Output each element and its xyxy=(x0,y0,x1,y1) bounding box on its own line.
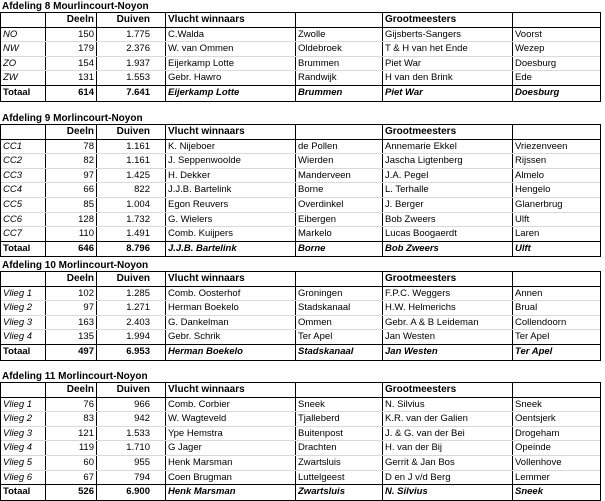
grootmeester-name: Piet War xyxy=(385,57,422,69)
section-afdeling xyxy=(0,0,605,102)
row-label: Vlieg 6 xyxy=(3,471,33,483)
grootmeester-place: Laren xyxy=(515,228,540,240)
total-vlucht-winnaar-place: Stadskanaal xyxy=(298,346,354,357)
grootmeester-place: Collendoorn xyxy=(515,316,567,328)
total-duiven: 6.900 xyxy=(126,486,150,498)
header-duiven: Duiven xyxy=(116,14,150,25)
total-vlucht-winnaar-place: Brummen xyxy=(298,87,343,98)
header-row xyxy=(1,125,600,139)
duiven-value: 1.425 xyxy=(126,169,150,181)
table-row xyxy=(1,42,600,56)
grootmeester-place: Vriezenveen xyxy=(515,140,568,152)
table-row xyxy=(1,71,600,85)
section-table xyxy=(0,12,601,102)
deelnemers-value: 121 xyxy=(78,427,94,439)
duiven-value: 1.271 xyxy=(126,302,150,314)
grootmeester-place: Vollenhove xyxy=(515,457,562,468)
row-label: ZO xyxy=(3,57,17,69)
row-label: Vlieg 3 xyxy=(3,427,33,439)
grootmeester-name: K.R. van der Galien xyxy=(385,413,468,425)
header-row xyxy=(1,13,600,27)
header-grootmeesters: Grootmeesters xyxy=(385,126,457,137)
header-duiven: Duiven xyxy=(116,273,150,284)
vlucht-winnaar-name: Herman Boekelo xyxy=(168,302,239,314)
duiven-value: 794 xyxy=(134,471,150,483)
deelnemers-value: 78 xyxy=(83,140,94,152)
duiven-value: 822 xyxy=(134,184,150,196)
table-row xyxy=(1,213,600,227)
vlucht-winnaar-place: Markelo xyxy=(298,228,332,240)
duiven-value: 942 xyxy=(134,413,150,425)
duiven-value: 1.285 xyxy=(126,287,150,299)
table-row xyxy=(1,154,600,168)
total-label: Totaal xyxy=(3,486,31,498)
grootmeester-name: Bob Zweers xyxy=(385,213,436,225)
row-label: NW xyxy=(3,43,19,55)
vlucht-winnaar-name: Gebr. Schrik xyxy=(168,331,221,343)
header-duiven: Duiven xyxy=(116,384,150,395)
total-vlucht-winnaar-place: Borne xyxy=(298,242,326,254)
grootmeester-name: Jan Westen xyxy=(385,331,435,343)
table-row xyxy=(1,398,600,412)
vlucht-winnaar-name: Comb. Corbier xyxy=(168,398,230,410)
vlucht-winnaar-name: Egon Reuvers xyxy=(168,199,229,210)
deelnemers-value: 66 xyxy=(83,184,94,196)
deelnemers-value: 85 xyxy=(83,199,94,210)
grootmeester-name: Gebr. A & B Leideman xyxy=(385,316,479,328)
deelnemers-value: 82 xyxy=(83,155,94,167)
total-grootmeester-place: Doesburg xyxy=(515,87,560,98)
table-row xyxy=(1,28,600,42)
vlucht-winnaar-name: W. van Ommen xyxy=(168,43,234,55)
vlucht-winnaar-place: Borne xyxy=(298,184,324,196)
vlucht-winnaar-place: Zwolle xyxy=(298,28,326,40)
vlucht-winnaar-name: J. Seppenwoolde xyxy=(168,155,241,167)
grootmeester-name: Lucas Boogaerdt xyxy=(385,228,457,240)
vlucht-winnaar-name: J.J.B. Bartelink xyxy=(168,184,232,196)
header-grootmeesters: Grootmeesters xyxy=(385,14,457,25)
deelnemers-value: 163 xyxy=(78,316,94,328)
grootmeester-place: Voorst xyxy=(515,28,542,40)
deelnemers-value: 179 xyxy=(78,43,94,55)
section-title: Afdeling 11 Morlincourt-Noyon xyxy=(2,371,148,382)
grootmeester-place: Lemmer xyxy=(515,471,550,483)
row-label: CC6 xyxy=(3,213,23,225)
row-label: CC5 xyxy=(3,199,23,210)
total-duiven: 6.953 xyxy=(126,346,150,357)
grootmeester-name: L. Terhalle xyxy=(385,184,429,196)
duiven-value: 1.994 xyxy=(126,331,150,343)
total-grootmeester-name: Piet War xyxy=(385,87,423,98)
table-row xyxy=(1,287,600,301)
duiven-value: 1.161 xyxy=(126,140,150,152)
total-row xyxy=(1,242,600,256)
deelnemers-value: 97 xyxy=(83,302,94,314)
row-label: Vlieg 5 xyxy=(3,457,33,468)
vlucht-winnaar-place: Zwartsluis xyxy=(298,457,341,468)
row-label: CC3 xyxy=(3,169,23,181)
total-duiven: 7.641 xyxy=(126,87,150,98)
deelnemers-value: 128 xyxy=(78,213,94,225)
table-row xyxy=(1,441,600,455)
header-row xyxy=(1,383,600,397)
vlucht-winnaar-name: Comb. Oosterhof xyxy=(168,287,241,299)
row-label: Vlieg 2 xyxy=(3,413,33,425)
grootmeester-place: Ede xyxy=(515,72,532,84)
total-vlucht-winnaar-name: Herman Boekelo xyxy=(168,346,243,357)
grootmeester-name: H.W. Helmerichs xyxy=(385,302,456,314)
table-row xyxy=(1,183,600,197)
vlucht-winnaar-place: Randwijk xyxy=(298,72,337,84)
deelnemers-value: 119 xyxy=(78,442,94,454)
grootmeester-name: J.A. Pegel xyxy=(385,169,429,181)
vlucht-winnaar-place: Ter Apel xyxy=(298,331,333,343)
vlucht-winnaar-name: G Jager xyxy=(168,442,202,454)
grootmeester-name: J. & G. van der Bei xyxy=(385,427,465,439)
grootmeester-name: H van den Brink xyxy=(385,72,453,84)
vlucht-winnaar-place: Wierden xyxy=(298,155,334,167)
table-row xyxy=(1,471,600,485)
deelnemers-value: 110 xyxy=(78,228,94,240)
duiven-value: 2.403 xyxy=(126,316,150,328)
table-row xyxy=(1,198,600,212)
deelnemers-value: 97 xyxy=(83,169,94,181)
total-label: Totaal xyxy=(3,87,31,98)
vlucht-winnaar-place: Eibergen xyxy=(298,213,337,225)
vlucht-winnaar-place: Luttelgeest xyxy=(298,471,345,483)
deelnemers-value: 60 xyxy=(83,457,94,468)
grootmeester-name: N. Silvius xyxy=(385,398,425,410)
vlucht-winnaar-place: Tjalleberd xyxy=(298,413,340,425)
duiven-value: 1.553 xyxy=(126,72,150,84)
duiven-value: 1.732 xyxy=(126,213,150,225)
grootmeester-place: Drogeham xyxy=(515,427,560,439)
section-table xyxy=(0,382,601,501)
vlucht-winnaar-place: Buitenpost xyxy=(298,427,343,439)
duiven-value: 1.491 xyxy=(126,228,150,240)
grootmeester-place: Rijssen xyxy=(515,155,547,167)
grootmeester-place: Almelo xyxy=(515,169,545,181)
section-title: Afdeling 8 Mourlincourt-Noyon xyxy=(2,1,149,12)
vlucht-winnaar-place: Overdinkel xyxy=(298,199,344,210)
grootmeester-place: Glanerbrug xyxy=(515,199,563,210)
header-vlucht-winnaars: Vlucht winnaars xyxy=(168,126,245,137)
table-row xyxy=(1,456,600,470)
duiven-value: 1.775 xyxy=(126,28,150,40)
header-vlucht-winnaars: Vlucht winnaars xyxy=(168,273,245,284)
vlucht-winnaar-place: Ommen xyxy=(298,316,332,328)
vlucht-winnaar-name: Ype Hemstra xyxy=(168,427,223,439)
table-row xyxy=(1,316,600,330)
total-vlucht-winnaar-name: Eijerkamp Lotte xyxy=(168,87,240,98)
total-grootmeester-place: Sneek xyxy=(515,486,543,498)
row-label: Vlieg 1 xyxy=(3,398,33,410)
deelnemers-value: 154 xyxy=(78,57,94,69)
table-row xyxy=(1,140,600,154)
total-label: Totaal xyxy=(3,242,31,254)
header-vlucht-winnaars: Vlucht winnaars xyxy=(168,14,245,25)
table-row xyxy=(1,412,600,426)
deelnemers-value: 67 xyxy=(83,471,94,483)
deelnemers-value: 150 xyxy=(78,28,94,40)
grootmeester-place: Sneek xyxy=(515,398,542,410)
header-grootmeesters: Grootmeesters xyxy=(385,384,457,395)
section-afdeling xyxy=(0,112,605,257)
grootmeester-place: Brual xyxy=(515,302,538,314)
grootmeester-place: Hengelo xyxy=(515,184,551,196)
total-row xyxy=(1,485,600,499)
table-row xyxy=(1,330,600,344)
header-row xyxy=(1,272,600,286)
vlucht-winnaar-place: Brummen xyxy=(298,57,340,69)
vlucht-winnaar-name: Henk Marsman xyxy=(168,457,233,468)
vlucht-winnaar-name: Gebr. Hawro xyxy=(168,72,222,84)
row-label: CC1 xyxy=(3,140,23,152)
header-grootmeesters: Grootmeesters xyxy=(385,273,457,284)
grootmeester-name: D en J v/d Berg xyxy=(385,471,451,483)
row-label: Vlieg 4 xyxy=(3,442,33,454)
grootmeester-name: Annemarie Ekkel xyxy=(385,140,457,152)
vlucht-winnaar-place: Oldebroek xyxy=(298,43,342,55)
duiven-value: 966 xyxy=(134,398,150,410)
section-table xyxy=(0,124,601,257)
total-vlucht-winnaar-name: J.J.B. Bartelink xyxy=(168,242,237,254)
section-afdeling xyxy=(0,370,605,501)
total-duiven: 8.796 xyxy=(126,242,150,254)
total-grootmeester-place: Ter Apel xyxy=(515,346,553,357)
row-label: ZW xyxy=(3,72,18,84)
vlucht-winnaar-name: G. Wielers xyxy=(168,213,213,225)
vlucht-winnaar-place: Drachten xyxy=(298,442,337,454)
header-deelnemers: Deeln xyxy=(66,14,94,25)
grootmeester-place: Ulft xyxy=(515,213,530,225)
grootmeester-place: Ter Apel xyxy=(515,331,550,343)
table-row xyxy=(1,427,600,441)
vlucht-winnaar-name: W. Wagteveld xyxy=(168,413,227,425)
total-deelnemers: 526 xyxy=(78,486,94,498)
total-vlucht-winnaar-place: Zwartsluis xyxy=(298,486,345,498)
grootmeester-place: Wezep xyxy=(515,43,545,55)
total-grootmeester-name: Jan Westen xyxy=(385,346,438,357)
grootmeester-name: H. van der Bij xyxy=(385,442,443,454)
total-grootmeester-name: Bob Zweers xyxy=(385,242,439,254)
table-row xyxy=(1,301,600,315)
deelnemers-value: 131 xyxy=(78,72,94,84)
grootmeester-name: Jascha Ligtenberg xyxy=(385,155,463,167)
header-vlucht-winnaars: Vlucht winnaars xyxy=(168,384,245,395)
total-grootmeester-place: Ulft xyxy=(515,242,531,254)
total-row xyxy=(1,86,600,100)
grootmeester-name: Gerrit & Jan Bos xyxy=(385,457,455,468)
row-label: CC4 xyxy=(3,184,23,196)
row-label: Vlieg 1 xyxy=(3,287,33,299)
vlucht-winnaar-name: Comb. Kuijpers xyxy=(168,228,233,240)
section-title: Afdeling 9 Morlincourt-Noyon xyxy=(2,113,143,124)
table-row xyxy=(1,169,600,183)
vlucht-winnaar-name: Eijerkamp Lotte xyxy=(168,57,235,69)
total-vlucht-winnaar-name: Henk Marsman xyxy=(168,486,236,498)
grootmeester-place: Annen xyxy=(515,287,543,299)
vlucht-winnaar-name: G. Dankelman xyxy=(168,316,229,328)
total-label: Totaal xyxy=(3,346,31,357)
header-deelnemers: Deeln xyxy=(66,273,94,284)
duiven-value: 955 xyxy=(134,457,150,468)
table-row xyxy=(1,57,600,71)
grootmeester-name: F.P.C. Weggers xyxy=(385,287,451,299)
vlucht-winnaar-name: K. Nijeboer xyxy=(168,140,215,152)
grootmeester-place: Opeinde xyxy=(515,442,551,454)
row-label: Vlieg 4 xyxy=(3,331,33,343)
vlucht-winnaar-place: Stadskanaal xyxy=(298,302,351,314)
vlucht-winnaar-name: H. Dekker xyxy=(168,169,211,181)
vlucht-winnaar-name: C.Walda xyxy=(168,28,205,40)
vlucht-winnaar-place: Groningen xyxy=(298,287,343,299)
duiven-value: 1.004 xyxy=(126,199,150,210)
total-deelnemers: 614 xyxy=(78,87,94,98)
header-deelnemers: Deeln xyxy=(66,126,94,137)
grootmeester-place: Oentsjerk xyxy=(515,413,556,425)
vlucht-winnaar-place: Manderveen xyxy=(298,169,351,181)
duiven-value: 1.161 xyxy=(126,155,150,167)
deelnemers-value: 83 xyxy=(83,413,94,425)
duiven-value: 1.710 xyxy=(126,442,150,454)
deelnemers-value: 102 xyxy=(78,287,94,299)
table-row xyxy=(1,227,600,241)
grootmeester-name: Gijsberts-Sangers xyxy=(385,28,462,40)
header-deelnemers: Deeln xyxy=(66,384,94,395)
row-label: CC2 xyxy=(3,155,23,167)
vlucht-winnaar-name: Coen Brugman xyxy=(168,471,232,483)
row-label: NO xyxy=(3,28,18,40)
deelnemers-value: 135 xyxy=(78,331,94,343)
duiven-value: 1.937 xyxy=(126,57,150,69)
grootmeester-name: J. Berger xyxy=(385,199,424,210)
grootmeester-place: Doesburg xyxy=(515,57,557,69)
vlucht-winnaar-place: Sneek xyxy=(298,398,325,410)
vlucht-winnaar-place: de Pollen xyxy=(298,140,338,152)
row-label: Vlieg 2 xyxy=(3,302,33,314)
total-deelnemers: 646 xyxy=(78,242,94,254)
duiven-value: 2.376 xyxy=(126,43,150,55)
total-row xyxy=(1,345,600,359)
row-label: CC7 xyxy=(3,228,23,240)
header-duiven: Duiven xyxy=(116,126,150,137)
section-title: Afdeling 10 Morlincourt-Noyon xyxy=(2,260,149,271)
section-afdeling xyxy=(0,259,605,361)
row-label: Vlieg 3 xyxy=(3,316,33,328)
total-grootmeester-name: N. Silvius xyxy=(385,486,428,498)
grootmeester-name: T & H van het Ende xyxy=(385,43,468,55)
deelnemers-value: 76 xyxy=(83,398,94,410)
duiven-value: 1.533 xyxy=(126,427,150,439)
section-table xyxy=(0,271,601,361)
total-deelnemers: 497 xyxy=(78,346,94,357)
